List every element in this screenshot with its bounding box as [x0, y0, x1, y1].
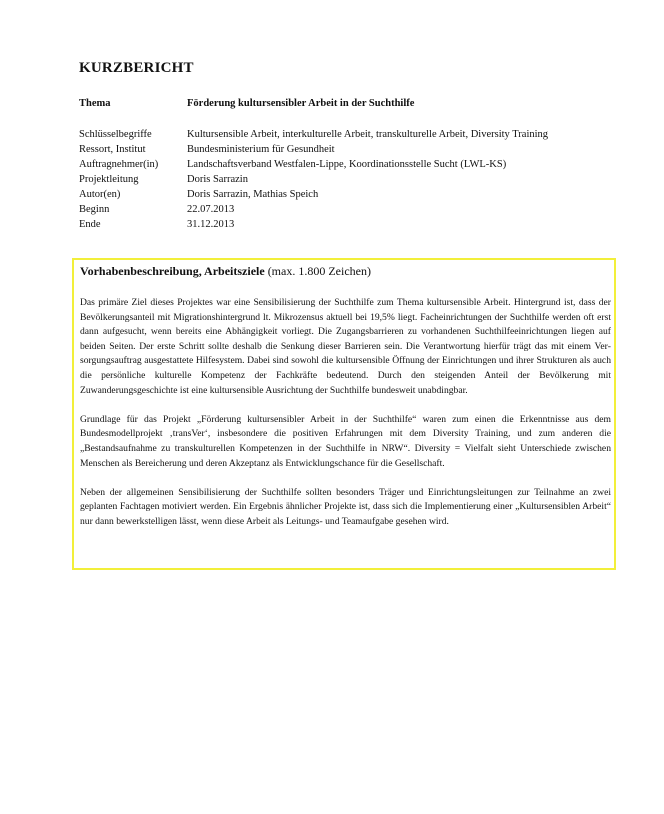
meta-label: Beginn: [79, 204, 110, 215]
meta-value: Landschaftsverband Westfalen-Lippe, Koordinationsstelle Sucht (LWL-KS): [187, 159, 507, 170]
meta-value: 31.12.2013: [187, 219, 235, 230]
description-heading-note: (max. 1.800 Zeichen): [267, 264, 371, 278]
meta-label: Ressort, Institut: [79, 144, 146, 155]
description-paragraph: Neben der allgemeinen Sensibilisierung der Suchthilfe sollten besonders Träger und Einrichtungsleitungen zur Teilnahme an zwei geplanten Fachtagen motiviert werden. Ein Ergebnis ähnlicher Projekte ist, dass sich die Implementierung einer „Kultursensiblen Arbeit“ nur dann bewerkstelligen lässt, wenn diese Arbeit als Leitungs- und Teamaufgabe gesehen wird.: [80, 486, 611, 527]
meta-label: Auftragnehmer(in): [79, 159, 159, 170]
document-title: KURZBERICHT: [79, 60, 194, 76]
meta-value: Kultursensible Arbeit, interkulturelle Arbeit, transkulturelle Arbeit, Diversity Training: [187, 129, 549, 140]
thema-row: [79, 97, 619, 111]
description-heading-text: Vorhabenbeschreibung, Arbeitsziele: [80, 264, 265, 278]
thema-value: Förderung kultursensibler Arbeit in der Suchthilfe: [187, 98, 415, 109]
description-paragraph: Grundlage für das Projekt „Förderung kultursensibler Arbeit in der Suchthilfe“ waren zum einen die Erkenntnisse aus dem Bundesmodellprojekt ‚transVer‘, insbesondere die positiven Erfahrungen mit dem Diversity Training, und zum anderen die „Bestandsaufnahme zu transkulturellen Kompetenzen in der Suchthilfe in NRW“. Diversity = Vielfalt sieht Unterschiede zwischen Menschen als Bereicherung und deren Akzeptanz als Entwicklungschance für die Gesellschaft.: [80, 413, 611, 469]
description-body: [80, 296, 611, 530]
meta-label: Projektleitung: [79, 174, 139, 185]
description-heading: [80, 264, 371, 279]
meta-row-authors: [79, 187, 619, 202]
meta-value: Doris Sarrazin: [187, 174, 248, 185]
meta-row-start: [79, 202, 619, 217]
meta-row-project-lead: [79, 172, 619, 187]
meta-value: Bundesministerium für Gesundheit: [187, 144, 335, 155]
meta-label: Schlüsselbegriffe: [79, 129, 152, 140]
metadata-table: [79, 127, 619, 232]
description-paragraph: Das primäre Ziel dieses Projektes war eine Sensibilisierung der Suchthilfe zum Thema kultursensible Arbeit. Hintergrund ist, dass der Bevölkerungsanteil mit Migrationshintergrund lt. Mikrozensus aktuell bei 19,5% liegt. Facheinrichtungen der Suchthilfe werden oft erst dann aufgesucht, wenn bereits eine Abhängigkeit vorliegt. Die Zugangsbarrieren zu vorhandenen Suchthilfeeinrichtungen liegen auf beiden Seiten. Der erste Schritt sollte deshalb die Senkung dieser Barrieren sein. Die Verantwortung hierfür trägt das mit einem Versorgungsauftrag ausgestattete Hilfesystem. Dabei sind sowohl die kultursensible Öffnung der Einrichtungen und ihrer Strukturen als auch die persönliche kulturelle Kompetenz der Fachkräfte bedeutend. Durch den steigenden Anteil der Bevölkerung mit Zuwanderungsgeschichte ist eine kultursensible Ausrichtung der Suchthilfe bundesweit unabdingbar.: [80, 297, 611, 396]
meta-label: Autor(en): [79, 189, 121, 200]
meta-value: 22.07.2013: [187, 204, 235, 215]
meta-value: Doris Sarrazin, Mathias Speich: [187, 189, 319, 200]
description-box: [72, 258, 616, 570]
meta-row-keywords: [79, 127, 619, 142]
thema-label: Thema: [79, 98, 111, 109]
meta-row-end: [79, 217, 619, 232]
meta-row-contractor: [79, 157, 619, 172]
meta-row-ressort: [79, 142, 619, 157]
meta-label: Ende: [79, 219, 101, 230]
